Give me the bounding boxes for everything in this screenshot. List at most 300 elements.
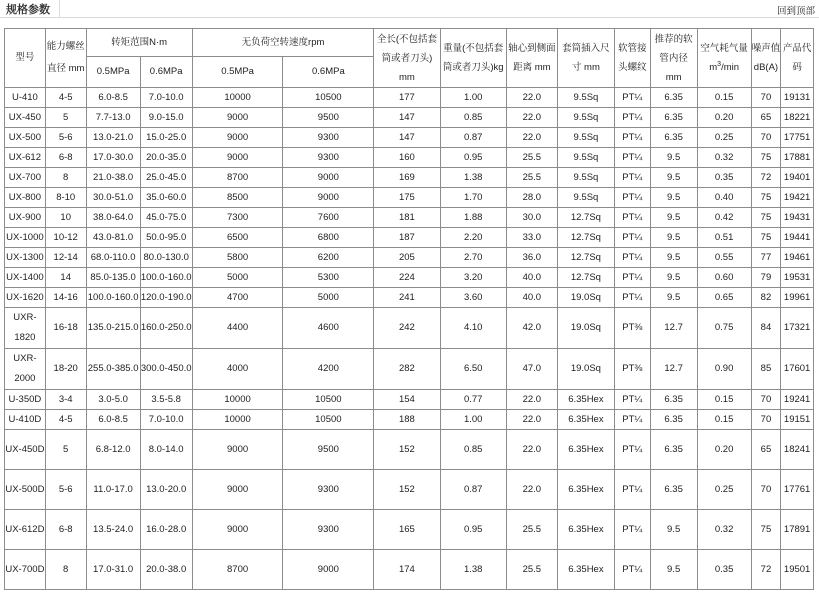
code-cell: 19441 — [781, 228, 814, 248]
hose-cell: 9.5 — [650, 148, 697, 168]
model-cell: UX-612 — [5, 148, 46, 168]
weight-cell: 1.00 — [440, 88, 506, 108]
axis-cell: 28.0 — [506, 188, 557, 208]
model-cell: UX-1400 — [5, 268, 46, 288]
hose-cell: 6.35 — [650, 128, 697, 148]
length-cell: 242 — [374, 308, 440, 349]
noise-cell: 65 — [751, 430, 781, 470]
air-cell: 0.90 — [697, 349, 751, 390]
torque-05-cell: 13.0-21.0 — [86, 128, 140, 148]
air-cell: 0.55 — [697, 248, 751, 268]
speed-05-cell: 5800 — [192, 248, 283, 268]
axis-cell: 33.0 — [506, 228, 557, 248]
code-cell: 19401 — [781, 168, 814, 188]
air-cell: 0.65 — [697, 288, 751, 308]
thread-cell: PT¼ — [614, 430, 650, 470]
speed-06-cell: 9300 — [283, 148, 374, 168]
thread-cell: PT¼ — [614, 470, 650, 510]
noise-cell: 77 — [751, 248, 781, 268]
weight-cell: 1.38 — [440, 550, 506, 590]
axis-cell: 47.0 — [506, 349, 557, 390]
speed-06-cell: 9000 — [283, 550, 374, 590]
air-cell: 0.20 — [697, 108, 751, 128]
speed-05-cell: 9000 — [192, 470, 283, 510]
weight-cell: 0.87 — [440, 128, 506, 148]
col-speed-05: 0.5MPa — [192, 57, 283, 88]
spec-table — [4, 28, 814, 590]
hose-cell: 6.35 — [650, 390, 697, 410]
axis-cell: 22.0 — [506, 88, 557, 108]
length-cell: 147 — [374, 128, 440, 148]
axis-cell: 22.0 — [506, 470, 557, 510]
torque-05-cell: 21.0-38.0 — [86, 168, 140, 188]
socket-cell: 12.7Sq — [557, 248, 614, 268]
thread-cell: PT¼ — [614, 168, 650, 188]
socket-cell: 19.0Sq — [557, 349, 614, 390]
torque-05-cell: 255.0-385.0 — [86, 349, 140, 390]
socket-cell: 9.5Sq — [557, 188, 614, 208]
torque-06-cell: 50.0-95.0 — [140, 228, 192, 248]
screw-cell: 6-8 — [45, 148, 86, 168]
torque-06-cell: 80.0-130.0 — [140, 248, 192, 268]
col-model: 型号 — [5, 29, 46, 88]
noise-cell: 72 — [751, 550, 781, 590]
torque-05-cell: 68.0-110.0 — [86, 248, 140, 268]
length-cell: 147 — [374, 108, 440, 128]
thread-cell: PT¼ — [614, 390, 650, 410]
screw-cell: 5 — [45, 430, 86, 470]
code-cell: 17891 — [781, 510, 814, 550]
spec-table-body — [5, 88, 814, 590]
thread-cell: PT¼ — [614, 510, 650, 550]
torque-06-cell: 120.0-190.0 — [140, 288, 192, 308]
weight-cell: 0.77 — [440, 390, 506, 410]
noise-cell: 79 — [751, 268, 781, 288]
noise-cell: 70 — [751, 88, 781, 108]
hose-cell: 6.35 — [650, 430, 697, 470]
air-cell: 0.75 — [697, 308, 751, 349]
torque-06-cell: 45.0-75.0 — [140, 208, 192, 228]
speed-05-cell: 7300 — [192, 208, 283, 228]
col-hose-unit: mm — [665, 71, 682, 83]
screw-cell: 6-8 — [45, 510, 86, 550]
weight-cell: 1.38 — [440, 168, 506, 188]
col-noise-line2: dB(A) — [753, 62, 779, 73]
model-cell: UX-500D — [5, 470, 46, 510]
col-thread: 软管接头螺纹 — [614, 29, 650, 88]
speed-05-cell: 8700 — [192, 168, 283, 188]
hose-cell: 6.35 — [650, 410, 697, 430]
col-length-unit: mm — [398, 71, 415, 83]
length-cell: 241 — [374, 288, 440, 308]
table-row — [5, 288, 814, 308]
hose-cell: 9.5 — [650, 228, 697, 248]
model-cell: UXR-2000 — [5, 349, 46, 390]
screw-cell: 5-6 — [45, 128, 86, 148]
col-air-unit-pre: m — [709, 62, 718, 73]
thread-cell: PT¼ — [614, 148, 650, 168]
table-row — [5, 430, 814, 470]
socket-cell: 9.5Sq — [557, 108, 614, 128]
speed-06-cell: 9000 — [283, 188, 374, 208]
socket-cell: 19.0Sq — [557, 288, 614, 308]
axis-cell: 36.0 — [506, 248, 557, 268]
air-cell: 0.20 — [697, 430, 751, 470]
speed-05-cell: 10000 — [192, 410, 283, 430]
air-cell: 0.60 — [697, 268, 751, 288]
model-cell: UX-612D — [5, 510, 46, 550]
weight-cell: 1.00 — [440, 410, 506, 430]
model-cell: UX-1620 — [5, 288, 46, 308]
col-hose — [650, 29, 697, 88]
model-cell: UX-450D — [5, 430, 46, 470]
code-cell: 17751 — [781, 128, 814, 148]
thread-cell: PT⅜ — [614, 349, 650, 390]
torque-06-cell: 7.0-10.0 — [140, 410, 192, 430]
speed-06-cell: 9300 — [283, 470, 374, 510]
code-cell: 19531 — [781, 268, 814, 288]
code-cell: 19241 — [781, 390, 814, 410]
speed-06-cell: 5000 — [283, 288, 374, 308]
weight-cell: 1.70 — [440, 188, 506, 208]
thread-cell: PT¼ — [614, 410, 650, 430]
air-cell: 0.32 — [697, 510, 751, 550]
hose-cell: 9.5 — [650, 188, 697, 208]
socket-cell: 12.7Sq — [557, 208, 614, 228]
weight-cell: 0.85 — [440, 108, 506, 128]
socket-cell: 12.7Sq — [557, 268, 614, 288]
torque-05-cell: 6.0-8.5 — [86, 88, 140, 108]
length-cell: 188 — [374, 410, 440, 430]
noise-cell: 70 — [751, 390, 781, 410]
weight-cell: 2.70 — [440, 248, 506, 268]
speed-06-cell: 5300 — [283, 268, 374, 288]
screw-cell: 8-10 — [45, 188, 86, 208]
hose-cell: 9.5 — [650, 550, 697, 590]
screw-cell: 14 — [45, 268, 86, 288]
code-cell: 18241 — [781, 430, 814, 470]
model-cell: UX-450 — [5, 108, 46, 128]
thread-cell: PT¼ — [614, 248, 650, 268]
code-cell: 17601 — [781, 349, 814, 390]
screw-cell: 5 — [45, 108, 86, 128]
noise-cell: 70 — [751, 470, 781, 510]
axis-cell: 22.0 — [506, 108, 557, 128]
model-cell: U-410 — [5, 88, 46, 108]
table-row — [5, 349, 814, 390]
speed-05-cell: 8700 — [192, 550, 283, 590]
hose-cell: 6.35 — [650, 88, 697, 108]
socket-cell: 9.5Sq — [557, 148, 614, 168]
col-code: 产品代码 — [781, 29, 814, 88]
model-cell: UX-1300 — [5, 248, 46, 268]
torque-05-cell: 6.8-12.0 — [86, 430, 140, 470]
speed-06-cell: 7600 — [283, 208, 374, 228]
noise-cell: 72 — [751, 168, 781, 188]
air-cell: 0.15 — [697, 390, 751, 410]
air-cell: 0.40 — [697, 188, 751, 208]
model-cell: UX-900 — [5, 208, 46, 228]
model-cell: UXR-1820 — [5, 308, 46, 349]
torque-05-cell: 38.0-64.0 — [86, 208, 140, 228]
socket-cell: 9.5Sq — [557, 88, 614, 108]
torque-05-cell: 11.0-17.0 — [86, 470, 140, 510]
speed-06-cell: 9300 — [283, 510, 374, 550]
noise-cell: 75 — [751, 228, 781, 248]
speed-06-cell: 9500 — [283, 430, 374, 470]
noise-cell: 84 — [751, 308, 781, 349]
torque-06-cell: 20.0-35.0 — [140, 148, 192, 168]
code-cell: 19501 — [781, 550, 814, 590]
torque-06-cell: 20.0-38.0 — [140, 550, 192, 590]
col-axis: 轴心到侧面距离 mm — [506, 29, 557, 88]
col-air — [697, 29, 751, 88]
col-screw — [45, 29, 86, 88]
speed-05-cell: 10000 — [192, 390, 283, 410]
speed-06-cell: 4200 — [283, 349, 374, 390]
table-row — [5, 128, 814, 148]
thread-cell: PT¼ — [614, 288, 650, 308]
torque-05-cell: 3.0-5.0 — [86, 390, 140, 410]
model-cell: UX-500 — [5, 128, 46, 148]
socket-cell: 6.35Hex — [557, 470, 614, 510]
speed-06-cell: 9000 — [283, 168, 374, 188]
speed-05-cell: 9000 — [192, 510, 283, 550]
speed-05-cell: 9000 — [192, 430, 283, 470]
length-cell: 152 — [374, 470, 440, 510]
socket-cell: 6.35Hex — [557, 510, 614, 550]
speed-05-cell: 5000 — [192, 268, 283, 288]
speed-05-cell: 6500 — [192, 228, 283, 248]
noise-cell: 75 — [751, 188, 781, 208]
torque-05-cell: 13.5-24.0 — [86, 510, 140, 550]
screw-cell: 10-12 — [45, 228, 86, 248]
hose-cell: 9.5 — [650, 208, 697, 228]
thread-cell: PT¼ — [614, 88, 650, 108]
torque-06-cell: 300.0-450.0 — [140, 349, 192, 390]
torque-05-cell: 30.0-51.0 — [86, 188, 140, 208]
weight-cell: 3.20 — [440, 268, 506, 288]
axis-cell: 40.0 — [506, 288, 557, 308]
section-title: 规格参数 — [6, 4, 50, 16]
socket-cell: 6.35Hex — [557, 390, 614, 410]
torque-06-cell: 16.0-28.0 — [140, 510, 192, 550]
axis-cell: 22.0 — [506, 410, 557, 430]
length-cell: 224 — [374, 268, 440, 288]
socket-cell: 6.35Hex — [557, 550, 614, 590]
socket-cell: 9.5Sq — [557, 128, 614, 148]
table-row — [5, 228, 814, 248]
screw-cell: 12-14 — [45, 248, 86, 268]
length-cell: 187 — [374, 228, 440, 248]
weight-cell: 0.85 — [440, 430, 506, 470]
torque-05-cell: 17.0-30.0 — [86, 148, 140, 168]
speed-05-cell: 4700 — [192, 288, 283, 308]
thread-cell: PT¼ — [614, 550, 650, 590]
torque-06-cell: 35.0-60.0 — [140, 188, 192, 208]
tab-divider — [59, 0, 60, 17]
hose-cell: 9.5 — [650, 268, 697, 288]
back-to-top-link[interactable]: 回到顶部 — [776, 6, 815, 17]
socket-cell: 19.0Sq — [557, 308, 614, 349]
model-cell: UX-800 — [5, 188, 46, 208]
torque-05-cell: 135.0-215.0 — [86, 308, 140, 349]
air-cell: 0.42 — [697, 208, 751, 228]
speed-05-cell: 4400 — [192, 308, 283, 349]
speed-05-cell: 9000 — [192, 108, 283, 128]
weight-cell: 1.88 — [440, 208, 506, 228]
weight-cell: 6.50 — [440, 349, 506, 390]
screw-cell: 5-6 — [45, 470, 86, 510]
table-row — [5, 248, 814, 268]
length-cell: 174 — [374, 550, 440, 590]
table-row — [5, 168, 814, 188]
hose-cell: 9.5 — [650, 510, 697, 550]
noise-cell: 75 — [751, 510, 781, 550]
table-row — [5, 550, 814, 590]
axis-cell: 22.0 — [506, 390, 557, 410]
col-weight: 重量(不包括套筒或者刀头)kg — [440, 29, 506, 88]
thread-cell: PT¼ — [614, 208, 650, 228]
speed-06-cell: 10500 — [283, 88, 374, 108]
code-cell: 19961 — [781, 288, 814, 308]
speed-05-cell: 10000 — [192, 88, 283, 108]
section-header — [0, 0, 819, 18]
hose-cell: 9.5 — [650, 168, 697, 188]
table-row — [5, 410, 814, 430]
hose-cell: 12.7 — [650, 308, 697, 349]
code-cell: 19431 — [781, 208, 814, 228]
model-cell: UX-700 — [5, 168, 46, 188]
col-hose-label: 推荐的软管内径 — [654, 33, 693, 64]
col-air-line1: 空气耗气量 — [700, 43, 748, 54]
table-row — [5, 188, 814, 208]
noise-cell: 82 — [751, 288, 781, 308]
torque-06-cell: 100.0-160.0 — [140, 268, 192, 288]
thread-cell: PT¼ — [614, 108, 650, 128]
model-cell: U-410D — [5, 410, 46, 430]
noise-cell: 65 — [751, 108, 781, 128]
speed-06-cell: 4600 — [283, 308, 374, 349]
table-row — [5, 88, 814, 108]
col-length-label: 全长(不包括套筒或者刀头) — [376, 33, 437, 64]
thread-cell: PT¼ — [614, 268, 650, 288]
noise-cell: 70 — [751, 410, 781, 430]
socket-cell: 9.5Sq — [557, 168, 614, 188]
code-cell: 18221 — [781, 108, 814, 128]
weight-cell: 4.10 — [440, 308, 506, 349]
length-cell: 175 — [374, 188, 440, 208]
torque-05-cell: 17.0-31.0 — [86, 550, 140, 590]
torque-05-cell: 43.0-81.0 — [86, 228, 140, 248]
hose-cell: 9.5 — [650, 288, 697, 308]
weight-cell: 0.95 — [440, 510, 506, 550]
code-cell: 17881 — [781, 148, 814, 168]
table-row — [5, 470, 814, 510]
code-cell: 19131 — [781, 88, 814, 108]
torque-05-cell: 7.7-13.0 — [86, 108, 140, 128]
code-cell: 19461 — [781, 248, 814, 268]
speed-05-cell: 9000 — [192, 128, 283, 148]
speed-06-cell: 10500 — [283, 390, 374, 410]
col-speed: 无负荷空转速度rpm — [192, 29, 374, 57]
thread-cell: PT¼ — [614, 228, 650, 248]
torque-06-cell: 160.0-250.0 — [140, 308, 192, 349]
col-speed-06: 0.6MPa — [283, 57, 374, 88]
axis-cell: 42.0 — [506, 308, 557, 349]
length-cell: 160 — [374, 148, 440, 168]
air-cell: 0.32 — [697, 148, 751, 168]
col-length — [374, 29, 440, 88]
col-screw-line1: 能力螺丝 — [46, 41, 85, 52]
screw-cell: 14-16 — [45, 288, 86, 308]
torque-06-cell: 25.0-45.0 — [140, 168, 192, 188]
axis-cell: 30.0 — [506, 208, 557, 228]
torque-06-cell: 13.0-20.0 — [140, 470, 192, 510]
screw-cell: 3-4 — [45, 390, 86, 410]
axis-cell: 25.5 — [506, 510, 557, 550]
air-cell: 0.15 — [697, 88, 751, 108]
length-cell: 177 — [374, 88, 440, 108]
length-cell: 165 — [374, 510, 440, 550]
hose-cell: 6.35 — [650, 108, 697, 128]
col-socket: 套筒插入尺寸 mm — [557, 29, 614, 88]
axis-cell: 25.5 — [506, 168, 557, 188]
thread-cell: PT¼ — [614, 188, 650, 208]
header-row-1 — [5, 29, 814, 57]
hose-cell: 9.5 — [650, 248, 697, 268]
torque-06-cell: 8.0-14.0 — [140, 430, 192, 470]
col-noise-line1: 噪声值 — [751, 43, 781, 54]
hose-cell: 6.35 — [650, 470, 697, 510]
noise-cell: 85 — [751, 349, 781, 390]
screw-cell: 4-5 — [45, 88, 86, 108]
air-cell: 0.51 — [697, 228, 751, 248]
torque-06-cell: 3.5-5.8 — [140, 390, 192, 410]
noise-cell: 75 — [751, 208, 781, 228]
socket-cell: 6.35Hex — [557, 430, 614, 470]
model-cell: UX-1000 — [5, 228, 46, 248]
screw-cell: 8 — [45, 550, 86, 590]
table-row — [5, 268, 814, 288]
table-row — [5, 308, 814, 349]
air-cell: 0.25 — [697, 128, 751, 148]
code-cell: 19151 — [781, 410, 814, 430]
length-cell: 205 — [374, 248, 440, 268]
torque-05-cell: 100.0-160.0 — [86, 288, 140, 308]
noise-cell: 70 — [751, 128, 781, 148]
col-noise — [751, 29, 781, 88]
code-cell: 17761 — [781, 470, 814, 510]
air-cell: 0.35 — [697, 550, 751, 590]
axis-cell: 25.5 — [506, 148, 557, 168]
torque-06-cell: 15.0-25.0 — [140, 128, 192, 148]
axis-cell: 22.0 — [506, 128, 557, 148]
speed-06-cell: 9300 — [283, 128, 374, 148]
screw-cell: 4-5 — [45, 410, 86, 430]
noise-cell: 75 — [751, 148, 781, 168]
model-cell: U-350D — [5, 390, 46, 410]
air-cell: 0.35 — [697, 168, 751, 188]
col-torque-06: 0.6MPa — [140, 57, 192, 88]
speed-05-cell: 9000 — [192, 148, 283, 168]
model-cell: UX-700D — [5, 550, 46, 590]
torque-05-cell: 6.0-8.5 — [86, 410, 140, 430]
hose-cell: 12.7 — [650, 349, 697, 390]
speed-06-cell: 6200 — [283, 248, 374, 268]
table-row — [5, 208, 814, 228]
code-cell: 19421 — [781, 188, 814, 208]
